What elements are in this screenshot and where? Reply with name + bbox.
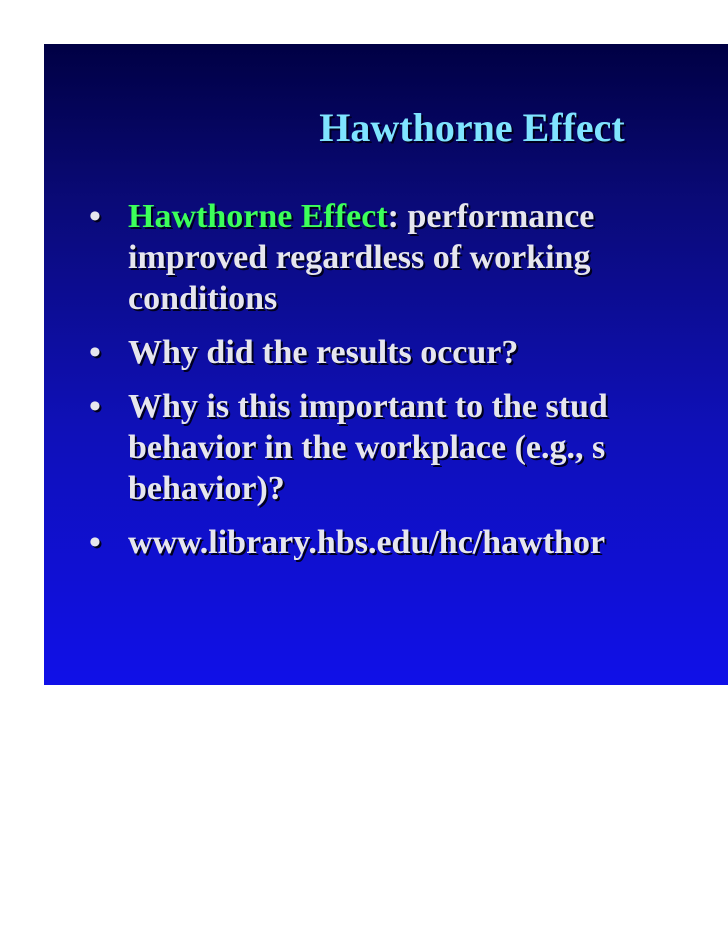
slide-title: Hawthorne Effect [319,105,625,150]
bullet-why-results [44,332,728,373]
bullet-line [128,196,728,237]
bullet-url [44,522,728,563]
bullet-line: Why did the results occur? [128,334,519,371]
highlight-term: Hawthorne Effect [128,198,388,235]
bullet-line: behavior)? [128,470,285,507]
bullet-why-important [44,386,728,509]
bullet-marker: • [89,524,101,561]
slide [44,44,728,685]
bullet-line: www.library.hbs.edu/hc/hawthor [128,524,606,561]
bullet-hawthorne-definition [44,196,728,319]
bullet-line: Why is this important to the stud [128,388,608,425]
bullet-marker: • [89,388,101,425]
bullet-line: behavior in the workplace (e.g., s [128,429,606,466]
bullet-text: : performance [387,198,595,235]
bullet-marker: • [89,334,101,371]
bullet-marker: • [89,198,101,235]
bullet-line: conditions [128,280,278,317]
bullet-list [44,196,728,576]
bullet-line: improved regardless of working [128,239,591,276]
